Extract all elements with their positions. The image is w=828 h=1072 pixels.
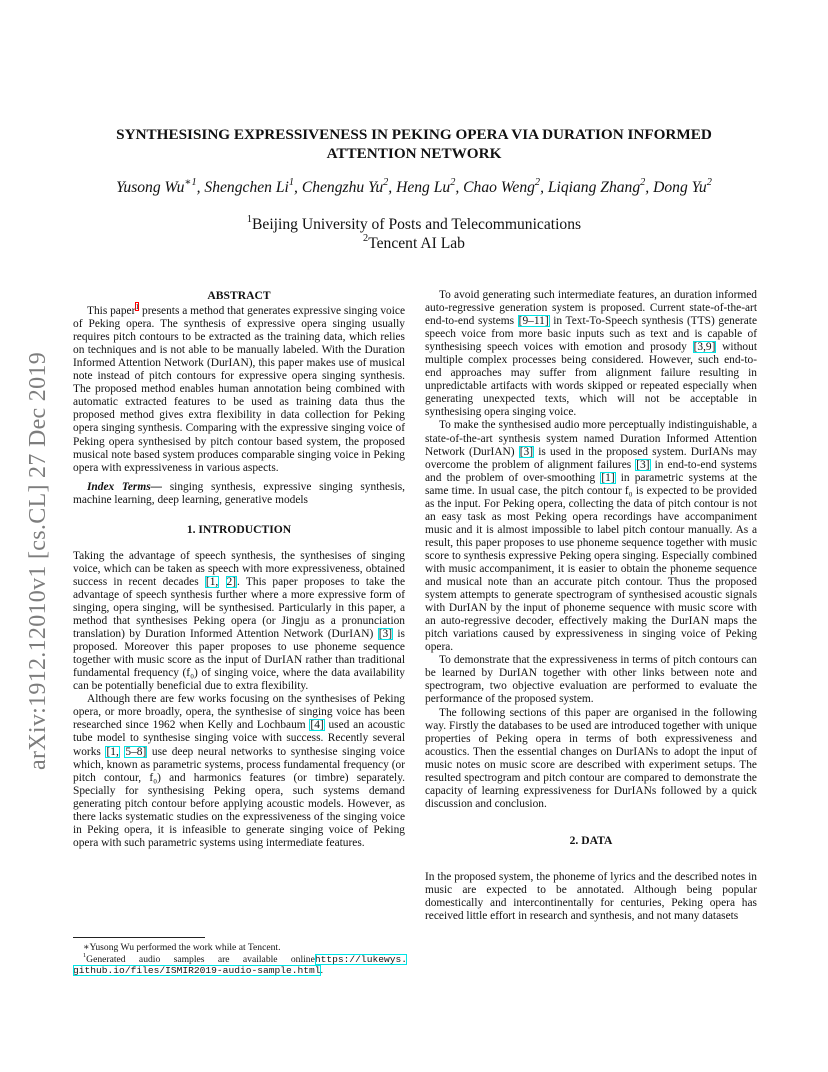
- author: Shengchen Li$^1$,: [204, 176, 302, 196]
- intro-paragraph-2: Although there are few works focusing on the synthesises of Peking opera, or more broadly, opera, the synthesise of singing voice has been researched since 1962 when Kelly and Lochbaum [4] used an acoustic tube model to synthesise singing voice with success. Recently several works [1, 5–8] use deep neural networks to synthesise singing voice which, known as parametric systems, process fundamental frequency (or pitch contour, f₀) and harmonics features (or timbre) separately. Specially for synthesising Peking opera, such systems demand generating pitch contour before applying acoustic models. However, as there lacks systematic studies on the expressiveness of the singing voice in Peking opera, it is infeasible to generate singing voice of Peking opera with such parametric systems using intermediate features.: [73, 693, 405, 849]
- citation-link[interactable]: [3]: [519, 445, 534, 458]
- citation-link[interactable]: [3,9]: [693, 341, 716, 354]
- citation-link[interactable]: 2]: [226, 575, 237, 588]
- body-paragraph: The following sections of this paper are organised in the following way. Firstly the databases to be used are introduced together with unique properties of Peking opera in terms of both expressiveness and acoustics. Then the essential changes on DurIANs to adopt the input of music notes on music score are described with experiment setups. The resulted spectrogram and pitch contour are compared to demonstrate the capacity of learning expressiveness for DurIANs followed by a quick discussion and conclusion.: [425, 706, 757, 810]
- author: Heng Lu$^2$,: [396, 176, 464, 196]
- body-paragraph: To avoid generating such intermediate features, an duration informed auto-regressive generation system is proposed. Current state-of-the-art end-to-end systems [9–11] in Text-To-Speech synthesis (TTS) generate speech voice from more basic inputs such as text and is capable of synthesising speech voices with emotion and prosody [3,9] without multiple complex processes being considered. However, such end-to-end approaches may suffer from alignment failure resulting in unpredictable artifacts with words skipped or repeated especially when generating unexpected texts, which will not be acceptable in synthesising opera singing voice.: [425, 289, 758, 419]
- body-paragraph: To make the synthesised audio more perceptually indistinguishable, a state-of-the-art synthesis system named Duration Informed Attention Network (DurIAN) [3] is used in the proposed system. DurIANs may overcome the problem of alignment failures [3] in end-to-end systems and the problem of over-smoothing [1] in parametric systems at the same time. In usual case, the pitch contour f₀ is expected to be provided as the input. For Peking opera, collecting the data of pitch contour is not an easy task as most Peking opera recordings have accompaniment music and it is almost impossible to label pitch contour manually. As a result, this paper proposes to use phoneme sequence together with music score to synthesis expressive Peking opera singing. Especially combined with music accompaniment, it is easier to obtain the phoneme sequence and musical note than an accurate pitch contour. Thus the proposed system attempts to generate spectrogram of synthesised acoustic signals with DurIAN by the input of phoneme sequence with music score with an auto-regressive decoder, effectively making the DurIAN maps the pitch variations caused by expressiveness in singing voice of Peking opera.: [425, 419, 757, 654]
- affiliation: $^2$Tencent AI Lab: [363, 232, 465, 252]
- citation-link[interactable]: [4]: [310, 719, 324, 732]
- arxiv-stamp: arXiv:1912.12010v1 [cs.CL] 27 Dec 2019: [25, 352, 51, 770]
- footnotes: [73, 942, 407, 977]
- audio-samples-link[interactable]: https://lukewys.: [314, 953, 407, 965]
- footnote-link[interactable]: 1: [135, 301, 140, 311]
- abstract-body: This paper$^1$ presents a method that generates expressive singing voice of Peking opera. The synthesis of expressive opera singing usually requires pitch contours to be extracted as the training data, which relies on techniques and is not able to be manually labeled. With the Duration Informed Attention Network (DurIAN), this paper makes use of musical note instead of pitch contours for expressive opera singing synthesis. The proposed method enables human annotation being combined with automatic extracted features to be used as training data thus the proposed method gives extra flexibility in data collection for Peking opera singing synthesis. Comparing with the expressive singing voice of Peking opera synthesised by pitch contour based system, the proposed musical note based system produces comparable singing voice in Peking opera with expressiveness in various aspects.: [73, 301, 405, 474]
- author-list: [40, 178, 788, 197]
- author: Yusong $Wu^{∗1}$,: [116, 176, 205, 196]
- affiliation: $^1$Beijing University of Posts and Telecommunications: [246, 213, 582, 233]
- citation-link[interactable]: [3]: [636, 458, 650, 471]
- citation-link[interactable]: [1,: [106, 745, 119, 758]
- author: Chao Weng$^2$,: [463, 176, 548, 196]
- right-column: [425, 289, 757, 923]
- author: Dong Yu$^2$: [653, 176, 712, 196]
- citation-link[interactable]: [1,: [205, 575, 219, 588]
- affiliations: [70, 215, 758, 253]
- citation-link[interactable]: 5–8]: [125, 745, 147, 758]
- left-column: [73, 289, 405, 850]
- citation-link[interactable]: [3]: [378, 628, 392, 641]
- body-paragraph: To demonstrate that the expressiveness in terms of pitch contours can be learned by DurIAN together with other links between note and spectrogram, two objective evaluation are performed to evaluate the performance of the proposed system.: [425, 654, 757, 706]
- section-heading-introduction: 1. INTRODUCTION: [186, 522, 292, 536]
- footnote-audio: $^1$Generated audio samples are available onlinehttps://lukewys. github.io/files/ISMIR2019-audio-sample.html.: [73, 951, 407, 977]
- citation-link[interactable]: [1]: [601, 471, 615, 484]
- citation-link[interactable]: [9–11]: [518, 315, 549, 328]
- footnote-author: ∗Yusong Wu performed the work while at Tencent.: [83, 942, 281, 953]
- author: Chengzhu Yu$^2$,: [301, 176, 397, 196]
- data-paragraph-1: In the proposed system, the phoneme of lyrics and the described notes in music are expected to be annotated. Although being popular domestically and intercontinentally for centuries, Peking opera has received little effort in research and synthesis, and not many datasets: [425, 870, 757, 923]
- title-line-1: SYNTHESISING EXPRESSIVENESS IN PEKING OPERA VIA DURATION INFORMED: [116, 126, 712, 143]
- footnote-divider: [73, 937, 205, 938]
- section-heading-data: 2. DATA: [569, 833, 613, 847]
- audio-samples-link[interactable]: github.io/files/ISMIR2019-audio-sample.html: [73, 965, 321, 977]
- title-line-2: ATTENTION NETWORK: [326, 144, 502, 162]
- abstract-heading: ABSTRACT: [207, 289, 271, 302]
- paper-title: [70, 126, 758, 163]
- author: Liqiang Zhang$^2$,: [547, 176, 654, 196]
- index-terms: Index Terms— singing synthesis, expressive singing synthesis, machine learning, deep learning, generative models: [73, 480, 405, 506]
- intro-paragraph-1: Taking the advantage of speech synthesis, the synthesises of singing voice, which can be taken as speech with more expressiveness, obtained success in recent decades [1, 2]. This paper proposes to take the advantage of speech synthesis further where a more expressive form of singing, opera singing, will be synthesised. Particularly in this paper, a method that synthesises Peking opera (or Jingju as a pronunciation translation) by Duration Informed Attention Network (DurIAN) [3] is proposed. Moreover this paper proposes to use phoneme sequence together with music score as the input of DurIAN rather than traditional fundamental frequency (f₀) of singing voice, where the data availability can be potentially beneficial due to extra flexibility.: [73, 549, 405, 693]
